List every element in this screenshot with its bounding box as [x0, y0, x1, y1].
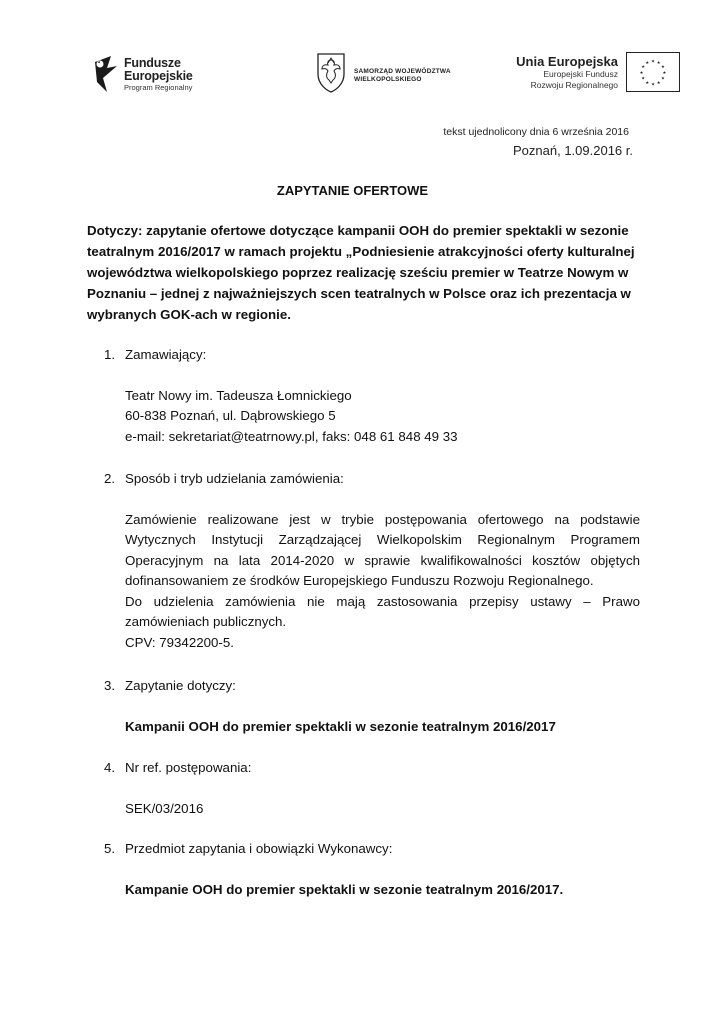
orderer-contact: e-mail: sekretariat@teatrnowy.pl, faks: 048 61 848 49 33	[125, 428, 458, 444]
samorzad-wojewodztwa-logo	[316, 52, 456, 100]
subject-of-inquiry: Kampanie OOH do premier spektakli w sezonie teatralnym 2016/2017.	[125, 881, 564, 897]
ue-logo-title: Unia Europejska	[516, 54, 618, 69]
fe-star-mark-icon	[93, 54, 119, 94]
orderer-address: 60-838 Poznań, ul. Dąbrowskiego 5	[125, 408, 336, 423]
fe-logo-line1: Fundusze	[124, 56, 181, 70]
section-zapytanie-dotyczy	[104, 676, 640, 737]
svg-text:★: ★	[660, 76, 665, 82]
svg-text:★: ★	[656, 61, 661, 67]
svg-text:★: ★	[645, 61, 650, 67]
date-place: Poznań, 1.09.2016 r.	[513, 143, 633, 158]
svg-text:★: ★	[639, 70, 644, 76]
svg-text:★: ★	[660, 65, 665, 71]
section-heading: Sposób i tryb udzielania zamówienia:	[125, 471, 344, 486]
crest-eagle-icon	[316, 52, 346, 94]
svg-text:★: ★	[656, 80, 661, 86]
orderer-name: Teatr Nowy im. Tadeusza Łomnickiego	[125, 387, 352, 403]
header-logos	[0, 0, 725, 110]
unia-europejska-logo	[510, 52, 680, 100]
document-title	[0, 183, 725, 198]
section-nr-ref	[104, 758, 640, 819]
law-exclusion-paragraph: Do udzielenia zamówienia nie mają zastosowania przepisy ustawy – Prawo zamówieniach publicznych.	[125, 593, 640, 629]
section-number: 1.	[104, 347, 116, 362]
inquiry-subject: Kampanii OOH do premier spektakli w sezonie teatralnym 2016/2017	[125, 718, 556, 734]
ue-logo-line2: Europejski Fundusz	[543, 69, 618, 79]
document-title-text: ZAPYTANIE OFERTOWE	[276, 183, 429, 198]
section-heading: Zamawiający:	[125, 347, 207, 362]
reference-number: SEK/03/2016	[125, 800, 204, 816]
section-heading: Przedmiot zapytania i obowiązki Wykonawcy:	[125, 841, 393, 856]
section-przedmiot-zapytania	[104, 839, 640, 900]
cpv-code: CPV: 79342200-5.	[125, 634, 234, 650]
document-subject: Dotyczy: zapytanie ofertowe dotyczące kampanii OOH do premier spektakli w sezonie teatralnym 2016/2017 w ramach projektu „Podniesienie atrakcyjności oferty kulturalnej województwa wielkopolskiego poprzez realizację sześciu premier w Teatrze Nowym w Poznaniu – jednej z najważniejszych scen teatralnych w Polsce oraz ich prezentacja w wybranych GOK-ach w regionie.	[87, 223, 635, 322]
ue-logo-line3: Rozwoju Regionalnego	[530, 80, 618, 90]
sw-logo-line2: WIELKOPOLSKIEGO	[354, 76, 422, 83]
svg-text:★: ★	[645, 80, 650, 86]
svg-text:★: ★	[651, 59, 655, 65]
date-note: tekst ujednolicony dnia 6 września 2016	[443, 126, 629, 138]
procedure-paragraph: Zamówienie realizowane jest w trybie postępowania ofertowego na podstawie Wytycznych Instytucji Zarządzającej Wielkopolskim Regionalnym Programem Operacyjnym na lata 2014-2020 w sprawie kwalifikowalności kosztów objętych dofinansowaniem ze środków Europejskiego Funduszu Rozwoju Regionalnego.	[125, 511, 640, 588]
svg-text:★: ★	[651, 82, 655, 88]
svg-text:★: ★	[641, 76, 646, 82]
fe-logo-line2: Europejskie	[124, 68, 193, 83]
section-number: 2.	[104, 471, 116, 486]
section-number: 5.	[104, 841, 116, 856]
fundusze-europejskie-logo	[93, 54, 213, 98]
section-zamawiajacy	[104, 345, 640, 447]
section-number: 3.	[104, 678, 116, 693]
section-heading: Zapytanie dotyczy:	[125, 678, 236, 693]
svg-text:★: ★	[662, 70, 667, 76]
sw-logo-line1: SAMORZĄD WOJEWÓDZTWA	[354, 68, 451, 75]
svg-text:★: ★	[641, 65, 646, 71]
fe-logo-line3: Program Regionalny	[124, 83, 193, 92]
section-heading: Nr ref. postępowania:	[125, 760, 252, 775]
section-tryb-udzielania	[104, 469, 640, 653]
section-number: 4.	[104, 760, 116, 775]
eu-flag-icon	[626, 52, 680, 92]
